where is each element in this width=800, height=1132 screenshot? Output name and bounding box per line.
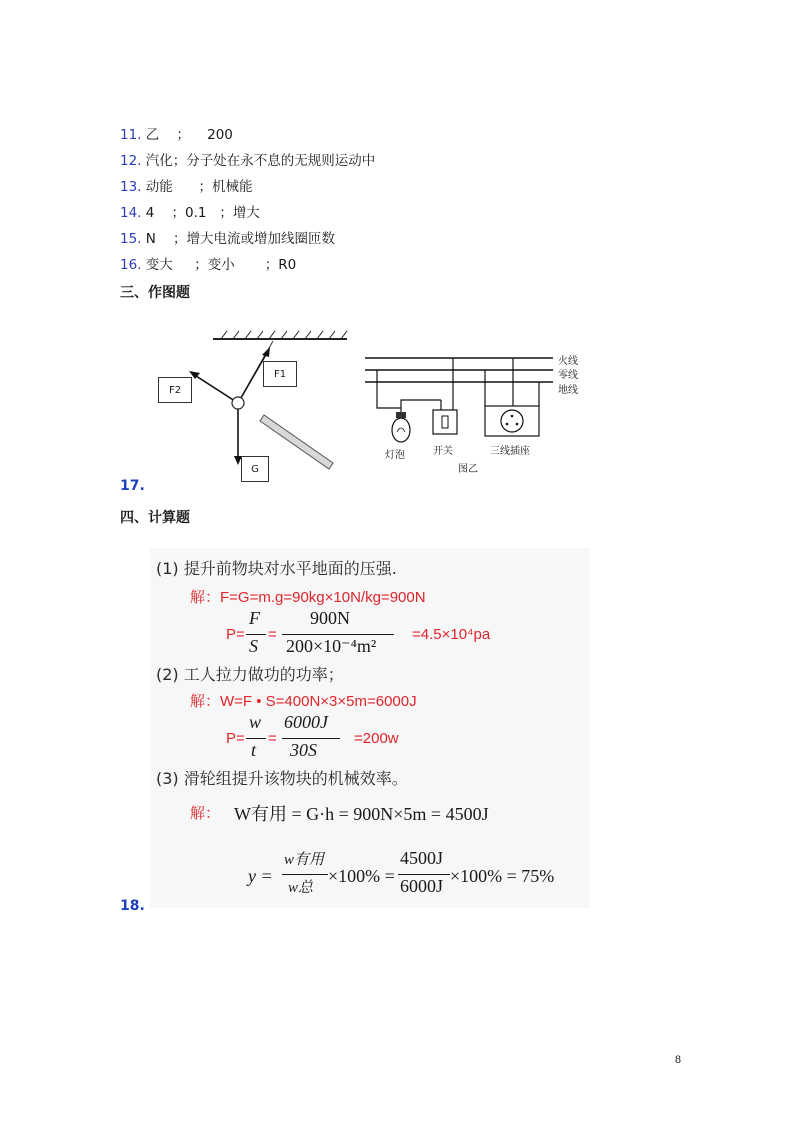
numerator: w [249, 712, 262, 732]
numerator: F [249, 608, 260, 628]
answer-text: N ；增大电流或增加线圈匝数 [145, 231, 336, 247]
f2-label: F2 [158, 377, 192, 403]
rod-shape [260, 415, 333, 469]
part2-fraction-wt [246, 712, 266, 762]
answer-number: 14. [120, 205, 142, 221]
answer-11 [120, 126, 233, 144]
part2-title: (2) 工人拉力做功的功率； [156, 665, 344, 684]
section-title-drawing: 三、作图题 [120, 285, 190, 301]
f1-arrowhead [262, 347, 270, 357]
denominator: t [251, 740, 257, 760]
ring-icon [232, 397, 244, 409]
answer-number: 13. [120, 179, 142, 195]
answer-15 [120, 230, 335, 248]
ceiling-hatch [221, 331, 347, 339]
part2-solution-line: 解：W=F • S=400N×3×5m=6000J [190, 693, 417, 710]
g-label: G [241, 456, 269, 482]
answer-16 [120, 256, 296, 274]
lamp-label: 灯泡 [385, 450, 405, 461]
part1-p-prefix: P= [226, 626, 245, 643]
denominator: 6000J [400, 876, 444, 896]
denominator: w总 [288, 880, 314, 896]
answer-number: 15. [120, 231, 142, 247]
part1-result: =4.5×10⁴pa [412, 626, 491, 643]
answer-number: 12. [120, 153, 142, 169]
part1-equals: = [268, 626, 277, 643]
answer-13 [120, 178, 253, 196]
ground-wire-label: 地线 [558, 385, 578, 396]
socket-label: 三线插座 [490, 446, 530, 457]
part3-mid: ×100% = [328, 866, 395, 886]
part3-result: ×100% = 75% [450, 866, 555, 886]
lamp-cap [396, 412, 406, 418]
part3-work-line: W有用 = G·h = 900N×5m = 4500J [234, 804, 489, 824]
part3-fraction-values [398, 848, 450, 900]
answer-text: 4 ；0.1 ；增大 [145, 205, 260, 221]
answer-text: 变大 ；变小 ；R0 [145, 257, 297, 273]
denominator: 200×10⁻⁴m² [286, 636, 377, 656]
switch-label: 开关 [433, 446, 453, 457]
part2-p-prefix: P= [226, 730, 245, 747]
answer-12 [120, 152, 375, 170]
part1-fraction-fs [246, 608, 266, 658]
numerator: 6000J [284, 712, 328, 732]
lamp-bulb-icon [392, 418, 410, 442]
calculation-panel [150, 548, 590, 908]
numerator: 900N [310, 608, 350, 628]
answer-text: 汽化；分子处在永不息的无规则运动中 [145, 153, 376, 169]
f1-label: F1 [263, 361, 297, 387]
answer-text: 动能 ；机械能 [145, 179, 253, 195]
denominator: 30S [290, 740, 317, 760]
part3-title: (3) 滑轮组提升该物块的机械效率。 [156, 769, 408, 788]
question-number-17: 17. [120, 478, 145, 494]
part1-fraction-values [282, 608, 394, 658]
part3-fraction-w [282, 848, 328, 900]
circuit-diagram [363, 350, 563, 460]
answer-number: 16. [120, 257, 142, 273]
answer-text: 乙 ； 200 [145, 127, 233, 143]
part3-eta-prefix: y = [248, 866, 273, 886]
answer-14 [120, 204, 260, 222]
numerator: w有用 [284, 852, 325, 868]
circuit-caption: 图乙 [458, 464, 478, 475]
socket-icon [501, 410, 523, 432]
part2-fraction-values [282, 712, 340, 762]
section-title-calculation: 四、计算题 [120, 510, 190, 526]
live-wire-label: 火线 [558, 356, 578, 367]
page-number: 8 [675, 1052, 681, 1066]
neutral-wire-label: 零线 [558, 370, 578, 381]
f2-arrow-line [193, 374, 238, 403]
denominator: S [249, 636, 258, 656]
part2-result: =200w [354, 730, 399, 747]
answer-number: 11. [120, 127, 142, 143]
numerator: 4500J [400, 848, 444, 868]
part3-label: 解： [190, 805, 221, 822]
part1-solution-line: 解：F=G=m.g=90kg×10N/kg=900N [190, 589, 426, 606]
part2-equals: = [268, 730, 277, 747]
question-number-18: 18. [120, 898, 145, 914]
part1-title: (1) 提升前物块对水平地面的压强. [156, 559, 397, 578]
